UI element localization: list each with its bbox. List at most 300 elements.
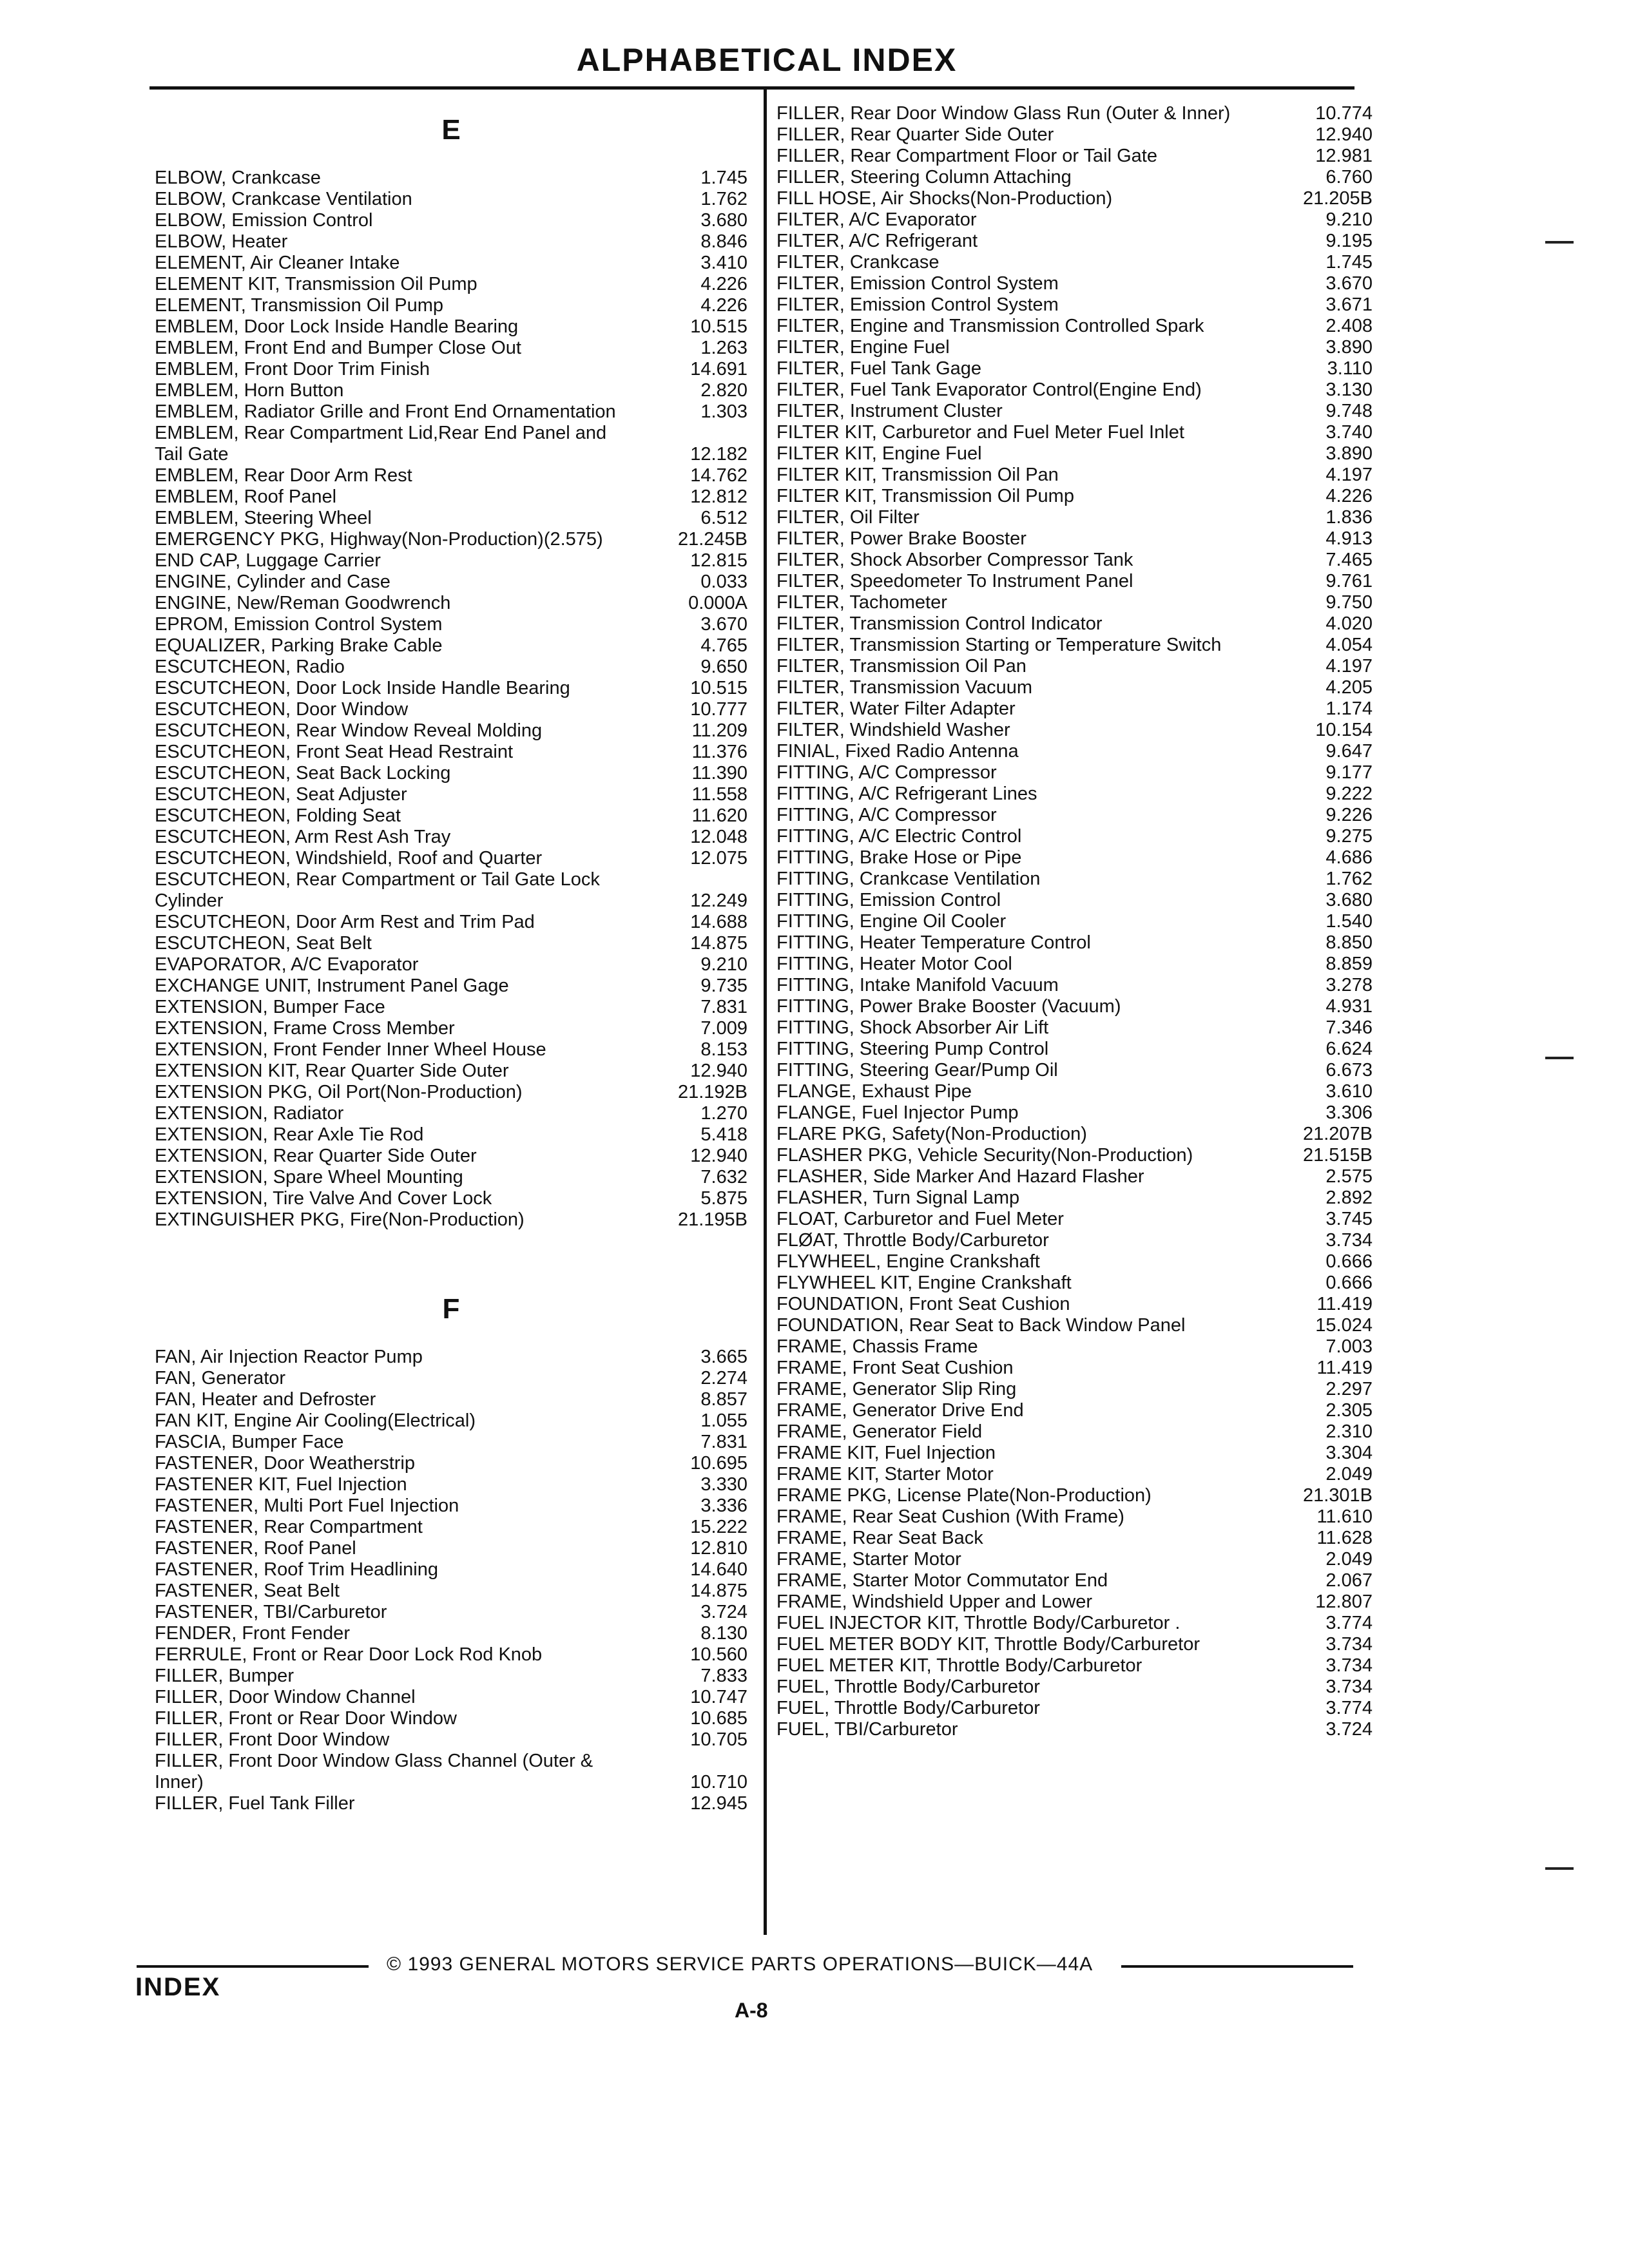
index-entry-page: 5.875 (700, 1188, 747, 1209)
margin-mark (1545, 241, 1574, 244)
index-entry-page: 21.207B (1302, 1124, 1373, 1144)
index-entry (155, 1453, 747, 1474)
index-entry (776, 613, 1373, 635)
index-entry (776, 1591, 1373, 1613)
index-entry (776, 146, 1373, 167)
index-entry-text: ESCUTCHEON, Door Lock Inside Handle Bearing (155, 678, 570, 698)
index-entry-text: FILLER, Door Window Channel (155, 1687, 416, 1707)
index-entry-text: ENGINE, Cylinder and Case (155, 572, 390, 592)
index-entry (776, 167, 1373, 188)
index-entry-page: 12.815 (690, 550, 747, 571)
index-entry-page: 10.515 (690, 678, 747, 698)
index-entry-text: FILL HOSE, Air Shocks(Non-Production) (776, 188, 1113, 209)
index-entry-text: FITTING, Intake Manifold Vacuum (776, 975, 1059, 995)
index-entry-page: 11.390 (691, 763, 747, 783)
index-entry (776, 1081, 1373, 1102)
index-entry-text: FITTING, Steering Gear/Pump Oil (776, 1060, 1058, 1081)
index-entry-page: 9.761 (1325, 571, 1373, 591)
index-entry (155, 1410, 747, 1432)
index-entry (776, 1549, 1373, 1570)
index-entry-text: FENDER, Front Fender (155, 1623, 350, 1644)
index-entry-page: 1.303 (700, 401, 747, 422)
index-entry-text: FITTING, A/C Electric Control (776, 826, 1022, 847)
index-entry-page: 3.774 (1325, 1698, 1373, 1718)
index-entry-text: FITTING, Heater Temperature Control (776, 932, 1091, 953)
index-entry-page: 2.892 (1325, 1187, 1373, 1208)
index-entry (155, 1474, 747, 1495)
index-entry-page: 3.330 (700, 1474, 747, 1495)
index-entry (776, 1719, 1373, 1740)
index-entry-page: 6.760 (1325, 167, 1373, 187)
index-entry-page: 2.274 (700, 1368, 747, 1389)
index-entry (776, 975, 1373, 996)
index-entry (155, 1559, 747, 1581)
index-entry-text: ESCUTCHEON, Seat Adjuster (155, 784, 407, 805)
index-entry-page: 4.226 (700, 295, 747, 316)
index-entry (155, 1389, 747, 1410)
index-entry-text: FASTENER, TBI/Carburetor (155, 1602, 387, 1622)
index-entry-page: 14.640 (690, 1559, 747, 1580)
index-entry-text: FRAME, Generator Slip Ring (776, 1379, 1017, 1399)
index-entry (776, 1294, 1373, 1315)
index-entry-text: EMBLEM, Horn Button (155, 380, 344, 401)
index-entry-text: FILTER, A/C Evaporator (776, 209, 977, 230)
index-entry (155, 1602, 747, 1623)
index-entry-page: 12.810 (690, 1538, 747, 1559)
index-entry (155, 1209, 747, 1231)
margin-mark (1545, 1057, 1574, 1059)
index-entry-text: FOUNDATION, Front Seat Cushion (776, 1294, 1070, 1314)
index-entry-text: FILLER, Front Door Window Glass Channel (Outer & Inner) (155, 1751, 593, 1792)
index-entry (776, 741, 1373, 762)
index-entry (776, 1358, 1373, 1379)
index-entry (155, 1687, 747, 1708)
index-entry (776, 783, 1373, 805)
index-entry-page: 14.688 (690, 912, 747, 932)
index-entry-page: 9.647 (1325, 741, 1373, 762)
index-entry-page: 3.734 (1325, 1634, 1373, 1655)
index-entry-page: 3.671 (1325, 294, 1373, 315)
index-entry-page: 5.418 (700, 1124, 747, 1145)
index-entry-page: 3.410 (700, 253, 747, 273)
index-entry (776, 571, 1373, 592)
index-entry (155, 1581, 747, 1602)
index-entry-text: EXTENSION, Tire Valve And Cover Lock (155, 1188, 492, 1209)
index-entry-page: 10.154 (1315, 720, 1373, 740)
index-entry-text: FILLER, Rear Door Window Glass Run (Outer & Inner) (776, 103, 1231, 124)
index-entry-text: FITTING, Brake Hose or Pipe (776, 847, 1022, 868)
index-entry-page: 8.850 (1325, 932, 1373, 953)
index-entry-page: 3.774 (1325, 1613, 1373, 1633)
index-entry-page: 9.275 (1325, 826, 1373, 847)
index-list-f (155, 1347, 747, 1814)
column-divider (764, 89, 767, 1935)
index-entry (776, 1655, 1373, 1677)
index-entry-text: FASTENER, Multi Port Fuel Injection (155, 1495, 459, 1516)
index-entry-page: 3.734 (1325, 1230, 1373, 1251)
index-entry-text: FRAME, Rear Seat Cushion (With Frame) (776, 1506, 1124, 1527)
index-entry (776, 1166, 1373, 1187)
index-entry-text: FRAME, Chassis Frame (776, 1336, 978, 1357)
index-entry-text: FLØAT, Throttle Body/Carburetor (776, 1230, 1049, 1251)
index-entry-text: ESCUTCHEON, Seat Belt (155, 933, 372, 954)
index-entry (776, 996, 1373, 1017)
index-entry (155, 678, 747, 699)
index-entry-page: 21.515B (1302, 1145, 1373, 1166)
index-entry-text: FITTING, Heater Motor Cool (776, 954, 1012, 974)
index-entry-text: FLARE PKG, Safety(Non-Production) (776, 1124, 1087, 1144)
left-column (155, 103, 747, 1814)
index-entry-text: FRAME, Starter Motor (776, 1549, 961, 1570)
index-entry (776, 316, 1373, 337)
index-entry (155, 253, 747, 274)
index-entry (155, 295, 747, 316)
index-entry-text: FILTER, Power Brake Booster (776, 528, 1027, 549)
index-entry-text: FILLER, Steering Column Attaching (776, 167, 1072, 187)
index-entry-page: 21.192B (677, 1082, 747, 1102)
index-entry-page: 2.067 (1325, 1570, 1373, 1591)
index-entry (776, 486, 1373, 507)
index-entry (155, 1188, 747, 1209)
index-entry (155, 1347, 747, 1368)
index-entry (776, 1230, 1373, 1251)
index-entry (776, 847, 1373, 869)
index-entry (776, 507, 1373, 528)
index-entry-text: FILTER, Speedometer To Instrument Panel (776, 571, 1133, 591)
index-entry-page: 6.673 (1325, 1060, 1373, 1081)
index-entry-page: 1.174 (1325, 698, 1373, 719)
index-entry-text: FILLER, Rear Quarter Side Outer (776, 124, 1054, 145)
index-entry (155, 508, 747, 529)
index-entry-page: 10.747 (690, 1687, 747, 1707)
index-entry-text: FASTENER, Roof Trim Headlining (155, 1559, 438, 1580)
index-entry (776, 1145, 1373, 1166)
footer-rule (137, 1965, 369, 1968)
index-entry-text: EMBLEM, Front Door Trim Finish (155, 359, 430, 380)
index-entry (776, 465, 1373, 486)
index-entry-text: ELBOW, Heater (155, 231, 288, 252)
index-entry-page: 2.575 (1325, 1166, 1373, 1187)
index-entry-text: FITTING, A/C Compressor (776, 762, 997, 783)
index-entry-page: 8.857 (700, 1389, 747, 1410)
index-entry (776, 380, 1373, 401)
index-entry-page: 1.263 (700, 338, 747, 358)
index-entry-text: FILLER, Rear Compartment Floor or Tail Gate (776, 146, 1157, 166)
index-entry-text: FITTING, A/C Compressor (776, 805, 997, 825)
index-entry (155, 1644, 747, 1666)
index-entry (155, 401, 747, 423)
index-entry-text: FRAME, Windshield Upper and Lower (776, 1591, 1092, 1612)
index-entry-text: FILTER, Transmission Starting or Temperature Switch (776, 635, 1222, 655)
index-entry-text: FILTER, Engine and Transmission Controlled Spark (776, 316, 1204, 336)
index-entry-text: EMERGENCY PKG, Highway(Non-Production)(2.575) (155, 529, 603, 550)
index-entry-text: FLASHER, Turn Signal Lamp (776, 1187, 1020, 1208)
index-entry-text: FLYWHEEL KIT, Engine Crankshaft (776, 1273, 1072, 1293)
index-entry (155, 869, 747, 912)
index-entry (776, 294, 1373, 316)
index-entry-text: FITTING, A/C Refrigerant Lines (776, 783, 1037, 804)
index-entry (776, 954, 1373, 975)
index-entry-text: FUEL INJECTOR KIT, Throttle Body/Carburetor . (776, 1613, 1181, 1633)
index-entry-text: FLANGE, Fuel Injector Pump (776, 1102, 1019, 1123)
index-entry-page: 11.620 (691, 805, 747, 826)
index-entry (776, 720, 1373, 741)
index-entry-page: 3.670 (700, 614, 747, 635)
index-entry (155, 486, 747, 508)
index-entry-text: EXTENSION, Frame Cross Member (155, 1018, 455, 1039)
index-entry-text: ELEMENT, Air Cleaner Intake (155, 253, 400, 273)
index-entry-page: 1.055 (700, 1410, 747, 1431)
index-entry-text: FAN, Generator (155, 1368, 286, 1389)
index-entry-page: 4.054 (1325, 635, 1373, 655)
index-entry (776, 1102, 1373, 1124)
index-entry-page: 4.765 (700, 635, 747, 656)
index-entry-page: 2.820 (700, 380, 747, 401)
index-entry (155, 231, 747, 253)
index-entry-text: ESCUTCHEON, Front Seat Head Restraint (155, 742, 514, 762)
index-entry-page: 1.540 (1325, 911, 1373, 932)
index-entry-text: FRAME, Generator Drive End (776, 1400, 1024, 1421)
index-entry-text: EXTENSION, Rear Axle Tie Rod (155, 1124, 424, 1145)
index-entry-page: 15.222 (690, 1517, 747, 1537)
index-entry (155, 912, 747, 933)
index-list-e (155, 168, 747, 1231)
index-entry-text: FERRULE, Front or Rear Door Lock Rod Knob (155, 1644, 543, 1665)
index-entry-page: 2.297 (1325, 1379, 1373, 1399)
index-entry-text: FAN, Heater and Defroster (155, 1389, 376, 1410)
index-entry (155, 1103, 747, 1124)
index-entry-page: 3.278 (1325, 975, 1373, 995)
index-entry (776, 869, 1373, 890)
index-entry-text: ESCUTCHEON, Windshield, Roof and Quarter (155, 848, 543, 869)
index-entry-page: 0.666 (1325, 1251, 1373, 1272)
index-entry-text: FOUNDATION, Rear Seat to Back Window Panel (776, 1315, 1186, 1336)
index-entry (155, 1039, 747, 1061)
index-entry-page: 12.945 (690, 1793, 747, 1814)
index-entry-text: FRAME PKG, License Plate(Non-Production) (776, 1485, 1152, 1506)
index-entry-text: ESCUTCHEON, Radio (155, 657, 345, 677)
index-list-right (776, 103, 1373, 1740)
index-entry-page: 8.859 (1325, 954, 1373, 974)
index-entry (776, 1528, 1373, 1549)
index-entry-page: 3.130 (1325, 380, 1373, 400)
index-entry-page: 8.846 (700, 231, 747, 252)
index-entry-text: ESCUTCHEON, Door Window (155, 699, 409, 720)
index-entry (776, 1421, 1373, 1443)
index-entry-text: ESCUTCHEON, Door Arm Rest and Trim Pad (155, 912, 535, 932)
index-entry (155, 1793, 747, 1814)
index-entry-text: FILTER, Transmission Oil Pan (776, 656, 1027, 677)
index-entry-page: 2.049 (1325, 1549, 1373, 1570)
index-entry-text: EXTENSION, Radiator (155, 1103, 344, 1124)
index-entry-text: FILTER, Shock Absorber Compressor Tank (776, 550, 1133, 570)
index-entry (776, 1613, 1373, 1634)
index-entry-text: FILTER, Transmission Vacuum (776, 677, 1032, 698)
index-entry-text: EMBLEM, Door Lock Inside Handle Bearing (155, 316, 519, 337)
index-entry-text: FITTING, Emission Control (776, 890, 1001, 910)
index-entry-text: FLOAT, Carburetor and Fuel Meter (776, 1209, 1064, 1229)
index-entry-text: FILTER, Instrument Cluster (776, 401, 1003, 421)
index-entry-page: 10.774 (1315, 103, 1373, 124)
index-entry-text: ESCUTCHEON, Rear Window Reveal Molding (155, 720, 543, 741)
index-entry-text: FILTER, Crankcase (776, 252, 940, 273)
index-entry-text: ESCUTCHEON, Rear Compartment or Tail Gate Lock Cylinder (155, 869, 600, 911)
index-entry-text: FASTENER, Door Weatherstrip (155, 1453, 415, 1474)
index-entry-text: FAN, Air Injection Reactor Pump (155, 1347, 423, 1367)
index-entry-page: 3.724 (1325, 1719, 1373, 1740)
index-entry (776, 337, 1373, 358)
index-entry (155, 657, 747, 678)
index-entry (776, 656, 1373, 677)
index-entry (155, 1146, 747, 1167)
index-entry-page: 11.419 (1316, 1358, 1373, 1378)
index-entry-text: FASTENER, Roof Panel (155, 1538, 356, 1559)
index-entry (776, 805, 1373, 826)
index-entry-text: FILTER, Transmission Control Indicator (776, 613, 1103, 634)
index-entry (776, 1187, 1373, 1209)
index-entry-page: 12.075 (690, 848, 747, 869)
index-entry-page: 3.890 (1325, 337, 1373, 358)
index-entry-page: 9.226 (1325, 805, 1373, 825)
index-entry-text: FILTER, Water Filter Adapter (776, 698, 1016, 719)
index-entry-text: ESCUTCHEON, Seat Back Locking (155, 763, 451, 783)
index-entry-text: EXTENSION, Spare Wheel Mounting (155, 1167, 463, 1187)
index-entry-page: 6.512 (700, 508, 747, 528)
index-entry-page: 4.226 (1325, 486, 1373, 506)
index-entry (776, 231, 1373, 252)
index-entry-page: 10.695 (690, 1453, 747, 1474)
index-entry (776, 1273, 1373, 1294)
index-entry-page: 7.465 (1325, 550, 1373, 570)
index-entry-page: 12.981 (1315, 146, 1373, 166)
index-entry-page: 11.376 (691, 742, 747, 762)
index-entry (776, 1209, 1373, 1230)
index-entry (776, 401, 1373, 422)
index-entry-text: FILTER KIT, Engine Fuel (776, 443, 982, 464)
index-entry-text: ELBOW, Emission Control (155, 210, 373, 231)
index-entry-page: 3.734 (1325, 1655, 1373, 1676)
index-entry (776, 932, 1373, 954)
index-entry-text: FILTER, Tachometer (776, 592, 947, 613)
index-entry-page: 9.210 (1325, 209, 1373, 230)
index-entry (776, 209, 1373, 231)
index-entry (155, 1729, 747, 1751)
index-entry (776, 1464, 1373, 1485)
index-entry-text: EXTENSION KIT, Rear Quarter Side Outer (155, 1061, 509, 1081)
index-entry-page: 4.205 (1325, 677, 1373, 698)
index-entry-text: FILTER KIT, Transmission Oil Pan (776, 465, 1059, 485)
index-entry (776, 1570, 1373, 1591)
index-entry (776, 1251, 1373, 1273)
index-entry-text: FILLER, Front Door Window (155, 1729, 390, 1750)
index-entry-text: FRAME, Rear Seat Back (776, 1528, 983, 1548)
index-entry-page: 11.558 (691, 784, 747, 805)
index-entry-text: EPROM, Emission Control System (155, 614, 443, 635)
index-entry-page: 7.833 (700, 1666, 747, 1686)
index-entry-text: ELEMENT KIT, Transmission Oil Pump (155, 274, 477, 294)
index-entry-page: 14.691 (690, 359, 747, 380)
index-entry (776, 1379, 1373, 1400)
index-entry (776, 1039, 1373, 1060)
index-entry (776, 911, 1373, 932)
index-entry (776, 550, 1373, 571)
index-entry (155, 742, 747, 763)
index-entry-page: 1.762 (1325, 869, 1373, 889)
index-entry-text: EXTENSION, Rear Quarter Side Outer (155, 1146, 477, 1166)
index-entry (155, 189, 747, 210)
index-entry-page: 3.745 (1325, 1209, 1373, 1229)
index-entry (776, 698, 1373, 720)
index-entry (776, 1336, 1373, 1358)
index-entry-page: 7.831 (700, 1432, 747, 1452)
index-entry-page: 12.807 (1315, 1591, 1373, 1612)
index-entry-text: FILTER KIT, Carburetor and Fuel Meter Fuel Inlet (776, 422, 1184, 443)
index-entry (776, 826, 1373, 847)
index-entry (776, 1634, 1373, 1655)
index-entry-text: ELBOW, Crankcase Ventilation (155, 189, 412, 209)
index-entry-page: 3.680 (1325, 890, 1373, 910)
index-entry-text: FRAME, Front Seat Cushion (776, 1358, 1014, 1378)
index-entry-page: 3.110 (1327, 358, 1373, 379)
index-entry-text: EMBLEM, Rear Door Arm Rest (155, 465, 412, 486)
index-entry-page: 4.197 (1325, 656, 1373, 677)
index-entry-page: 12.182 (690, 444, 747, 465)
index-entry-page: 0.666 (1325, 1273, 1373, 1293)
index-entry (776, 1124, 1373, 1145)
index-entry-page: 2.408 (1325, 316, 1373, 336)
index-entry (155, 1538, 747, 1559)
index-entry-text: FLANGE, Exhaust Pipe (776, 1081, 972, 1102)
index-entry-text: FILTER, Fuel Tank Gage (776, 358, 982, 379)
index-entry-page: 0.000A (688, 593, 747, 613)
index-entry (155, 805, 747, 827)
index-entry (155, 975, 747, 997)
index-entry-page: 9.177 (1325, 762, 1373, 783)
index-entry (155, 210, 747, 231)
index-entry (776, 592, 1373, 613)
index-entry (776, 1677, 1373, 1698)
index-entry-text: FUEL, Throttle Body/Carburetor (776, 1698, 1040, 1718)
index-entry-page: 14.875 (690, 933, 747, 954)
index-entry-page: 3.680 (700, 210, 747, 231)
index-entry-page: 7.632 (700, 1167, 747, 1187)
index-entry (776, 1698, 1373, 1719)
index-entry (776, 677, 1373, 698)
index-entry-page: 21.301B (1302, 1485, 1373, 1506)
index-entry-page: 7.831 (700, 997, 747, 1017)
right-column (776, 103, 1373, 1740)
footer-rule (1121, 1965, 1353, 1968)
index-entry-text: ENGINE, New/Reman Goodwrench (155, 593, 451, 613)
index-entry (155, 720, 747, 742)
index-entry-text: FUEL, TBI/Carburetor (776, 1719, 958, 1740)
index-entry (155, 763, 747, 784)
index-entry-text: FILTER KIT, Transmission Oil Pump (776, 486, 1074, 506)
index-entry (155, 933, 747, 954)
section-label: INDEX (135, 1973, 221, 2001)
index-entry-text: FRAME, Generator Field (776, 1421, 983, 1442)
index-entry-page: 21.205B (1302, 188, 1373, 209)
index-entry (776, 188, 1373, 209)
index-entry (155, 1623, 747, 1644)
index-entry-page: 2.310 (1325, 1421, 1373, 1442)
index-entry-page: 6.624 (1325, 1039, 1373, 1059)
index-entry (776, 124, 1373, 146)
index-entry-page: 7.009 (700, 1018, 747, 1039)
index-entry (776, 762, 1373, 783)
index-entry-text: FILLER, Bumper (155, 1666, 294, 1686)
index-entry-page: 12.940 (690, 1146, 747, 1166)
